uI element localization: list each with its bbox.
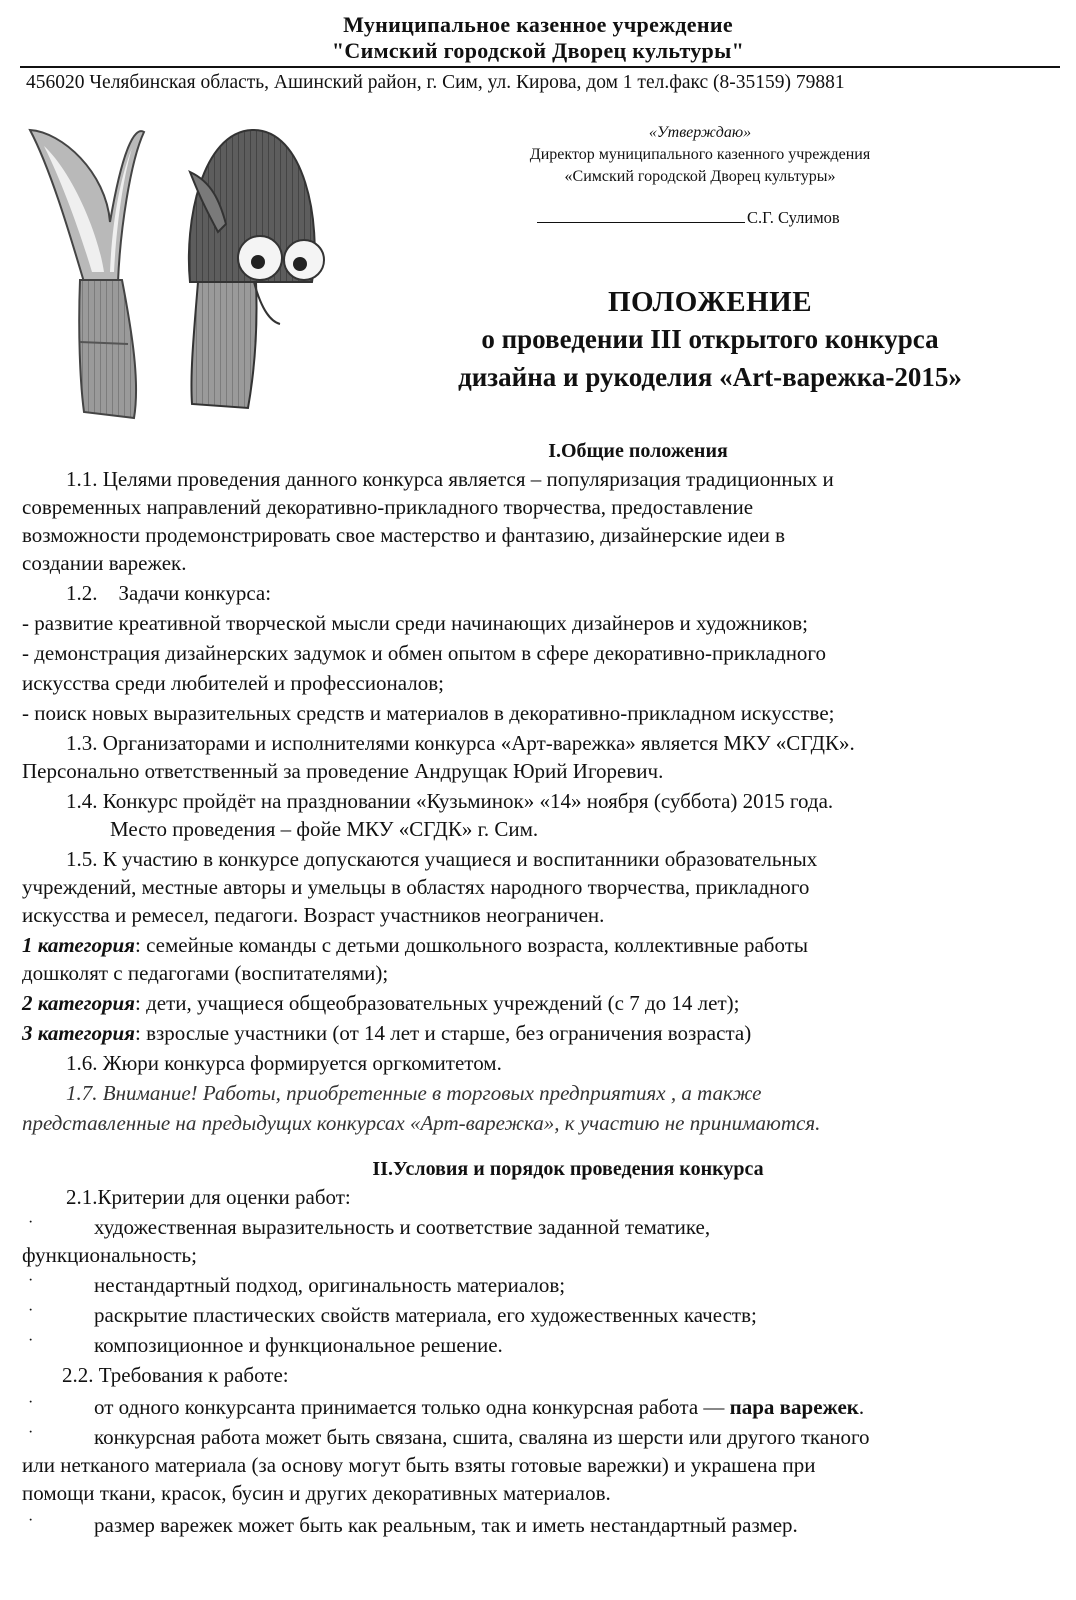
task-item-2-line1: - демонстрация дизайнерских задумок и обмен опытом в сфере декоративно-прикладного: [22, 641, 827, 665]
requirement-2-line3: помощи ткани, красок, бусин и других декоративных материалов.: [22, 1481, 611, 1505]
criterion-3: раскрытие пластических свойств материала, его художественных качеств;: [94, 1303, 757, 1327]
criterion-4: композиционное и функциональное решение.: [94, 1333, 503, 1357]
signatory-name: С.Г. Сулимов: [747, 208, 840, 227]
section1-heading: I.Общие положения: [548, 440, 728, 462]
category-1-text: : семейные команды с детьми дошкольного возраста, коллективные работы: [135, 933, 808, 957]
bullet-icon: ·: [28, 1272, 34, 1289]
paragraph-1-5-line3: искусства и ремесел, педагоги. Возраст участников неограничен.: [22, 903, 605, 927]
paragraph-1-5-line2: учреждений, местные авторы и умельцы в областях народного творчества, прикладного: [22, 875, 810, 899]
paragraph-1-7-line1: 1.7. Внимание! Работы, приобретенные в торговых предприятиях , а также: [66, 1081, 762, 1105]
category-3: [22, 1020, 751, 1046]
category-1-text-line2: дошколят с педагогами (воспитателями);: [22, 961, 389, 985]
document-subtitle-line2: дизайна и рукоделия «Art-варежка-2015»: [458, 362, 962, 392]
requirement-2-line2: или нетканого материала (за основу могут быть взяты готовые варежки) и украшена при: [22, 1453, 816, 1477]
approval-stamp: «Утверждаю»: [648, 124, 752, 141]
bunny-mitten-icon: [30, 130, 144, 418]
paragraph-1-4-line1: 1.4. Конкурс пройдёт на праздновании «Кузьминок» «14» ноября (суббота) 2015 года.: [66, 789, 834, 813]
document-title: ПОЛОЖЕНИЕ: [607, 286, 813, 318]
paragraph-1-1-line3: возможности продемонстрировать свое мастерство и фантазию, дизайнерские идеи в: [22, 523, 786, 547]
category-2-label: 2 категория: [22, 991, 135, 1015]
header-rule: [20, 66, 1060, 68]
task-item-1: - развитие креативной творческой мысли среди начинающих дизайнеров и художников;: [22, 611, 808, 635]
paragraph-2-2: 2.2. Требования к работе:: [62, 1363, 289, 1387]
bullet-icon: ·: [28, 1332, 34, 1349]
criterion-1-line1: художественная выразительность и соответствие заданной тематике,: [94, 1215, 711, 1239]
bullet-icon: ·: [28, 1424, 34, 1441]
approval-position-line2: «Симский городской Дворец культуры»: [564, 168, 836, 185]
approval-position-line1: Директор муниципального казенного учреждения: [529, 146, 871, 163]
paragraph-1-1-line1: 1.1. Целями проведения данного конкурса является – популяризация традиционных и: [66, 467, 834, 491]
paragraph-1-3-line2: Персонально ответственный за проведение Андрущак Юрий Игоревич.: [22, 759, 664, 783]
task-item-3: - поиск новых выразительных средств и материалов в декоративно-прикладном искусстве;: [22, 701, 835, 725]
requirement-3: размер варежек может быть как реальным, так и иметь нестандартный размер.: [94, 1513, 798, 1537]
signature-line: [537, 208, 745, 223]
bullet-icon: ·: [28, 1512, 34, 1529]
org-name-line2: "Симский городской Дворец культуры": [331, 38, 745, 63]
paragraph-1-4-line2: Место проведения – фойе МКУ «СГДК» г. Сим.: [110, 817, 539, 841]
paragraph-1-3-line1: 1.3. Организаторами и исполнителями конкурса «Арт-варежка» является МКУ «СГДК».: [66, 731, 855, 755]
task-item-2-line2: искусства среди любителей и профессионалов;: [22, 671, 444, 695]
requirement-1: [94, 1394, 864, 1420]
requirement-2-line1: конкурсная работа может быть связана, сшита, сваляна из шерсти или другого тканого: [94, 1425, 870, 1449]
paragraph-1-6: 1.6. Жюри конкурса формируется оргкомитетом.: [66, 1051, 502, 1075]
mittens-illustration: [22, 112, 372, 430]
paragraph-2-1: 2.1.Критерии для оценки работ:: [66, 1185, 351, 1209]
category-2: [22, 990, 739, 1016]
org-name-line1: Муниципальное казенное учреждение: [343, 12, 733, 37]
paragraph-1-1-line2: современных направлений декоративно-прикладного творчества, предоставление: [22, 495, 754, 519]
signature-block: [537, 208, 840, 228]
paragraph-1-7-line2: представленные на предыдущих конкурсах «Арт-варежка», к участию не принимаются.: [22, 1111, 821, 1135]
section2-heading: II.Условия и порядок проведения конкурса: [372, 1158, 764, 1180]
category-1-label: 1 категория: [22, 933, 135, 957]
bullet-icon: ·: [28, 1214, 34, 1231]
bullet-icon: ·: [28, 1302, 34, 1319]
paragraph-1-2: 1.2. Задачи конкурса:: [66, 581, 272, 605]
category-1: [22, 932, 808, 958]
requirement-1-end: .: [858, 1395, 865, 1419]
org-address: 456020 Челябинская область, Ашинский район, г. Сим, ул. Кирова, дом 1 тел.факс (8-35159) 79881: [26, 72, 845, 93]
category-3-label: 3 категория: [22, 1021, 135, 1045]
criterion-1-line2: функциональность;: [22, 1243, 197, 1267]
paragraph-1-5-line1: 1.5. К участию в конкурсе допускаются учащиеся и воспитанники образовательных: [66, 847, 818, 871]
category-2-text: : дети, учащиеся общеобразовательных учреждений (с 7 до 14 лет);: [135, 991, 740, 1015]
paragraph-1-1-line4: создании варежек.: [22, 551, 187, 575]
criterion-2: нестандартный подход, оригинальность материалов;: [94, 1273, 566, 1297]
requirement-1-emphasis: пара варежек: [729, 1395, 859, 1419]
face-mitten-icon: [189, 130, 324, 408]
requirement-1-text: от одного конкурсанта принимается только одна конкурсная работа —: [94, 1395, 730, 1419]
category-3-text: : взрослые участники (от 14 лет и старше, без ограничения возраста): [135, 1021, 752, 1045]
document-subtitle-line1: о проведении III открытого конкурса: [481, 324, 939, 354]
bullet-icon: ·: [28, 1394, 34, 1411]
